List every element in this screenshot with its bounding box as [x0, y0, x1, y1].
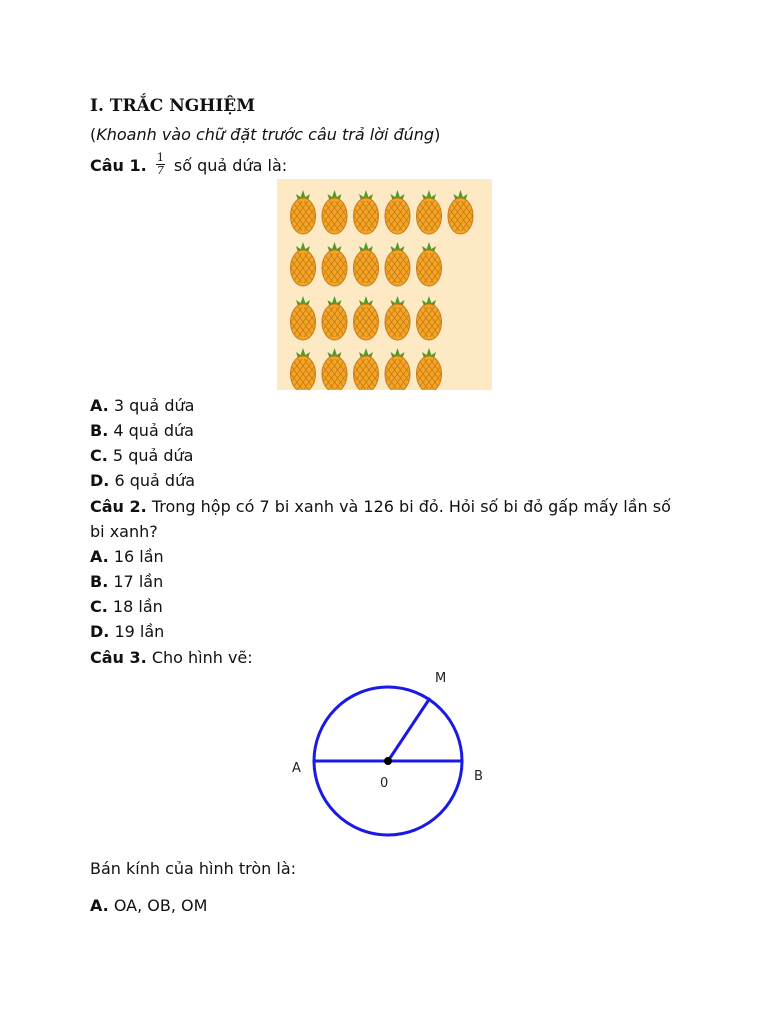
- section-title: I. TRẮC NGHIỆM: [90, 96, 256, 116]
- question-1-label: Câu 1.: [90, 156, 147, 175]
- q1-option-a[interactable]: [90, 396, 194, 416]
- q1-option-b[interactable]: [90, 421, 194, 441]
- option-letter: D.: [90, 471, 110, 490]
- instruction-open: (: [90, 125, 97, 144]
- option-text: 17 lần: [113, 572, 164, 591]
- option-text: OA, OB, OM: [113, 896, 208, 915]
- question-2-continued: bi xanh?: [90, 522, 158, 541]
- option-text: 5 quả dứa: [112, 446, 194, 465]
- radius-om: [388, 698, 430, 761]
- q2-option-a[interactable]: [90, 547, 164, 567]
- option-letter: C.: [90, 597, 108, 616]
- option-text: 4 quả dứa: [113, 421, 194, 440]
- option-letter: D.: [90, 622, 110, 641]
- option-text: 19 lần: [114, 622, 165, 641]
- center-point: [384, 757, 392, 765]
- q2-option-c[interactable]: [90, 597, 163, 617]
- option-letter: A.: [90, 547, 109, 566]
- q2-option-b[interactable]: [90, 572, 163, 592]
- instruction: [90, 125, 440, 145]
- option-letter: B.: [90, 572, 109, 591]
- instruction-close: ): [434, 125, 441, 144]
- q1-option-d[interactable]: [90, 471, 195, 491]
- q2-option-d[interactable]: [90, 622, 164, 642]
- question-1-text: số quả dứa là:: [173, 156, 288, 175]
- pineapple-image: [277, 179, 492, 390]
- question-2-text: Trong hộp có 7 bi xanh và 126 bi đỏ. Hỏi số bi đỏ gấp mấy lần số: [151, 497, 671, 516]
- instruction-text: Khoanh vào chữ đặt trước câu trả lời đúng: [96, 125, 435, 144]
- option-text: 16 lần: [113, 547, 164, 566]
- label-m: M: [435, 671, 447, 686]
- question-3: [90, 648, 253, 668]
- fraction-denominator: 7: [156, 164, 164, 177]
- fraction: [156, 152, 165, 177]
- fraction-numerator: 1: [156, 151, 164, 164]
- option-text: 3 quả dứa: [113, 396, 195, 415]
- q3-option-a[interactable]: [90, 896, 207, 916]
- pineapple-grid: [277, 179, 492, 390]
- option-text: 6 quả dứa: [114, 471, 196, 490]
- question-2-label: Câu 2.: [90, 497, 147, 516]
- option-text: 18 lần: [112, 597, 163, 616]
- option-letter: C.: [90, 446, 108, 465]
- label-o: 0: [380, 776, 389, 791]
- option-letter: B.: [90, 421, 109, 440]
- question-3-prompt: Bán kính của hình tròn là:: [90, 859, 297, 878]
- q1-option-c[interactable]: [90, 446, 193, 466]
- question-3-label: Câu 3.: [90, 648, 147, 667]
- label-b: B: [474, 769, 483, 784]
- question-1: [90, 151, 288, 179]
- circle-figure: [280, 660, 500, 845]
- question-2: [90, 497, 671, 517]
- label-a: A: [292, 761, 301, 776]
- option-letter: A.: [90, 396, 109, 415]
- question-3-text: Cho hình vẽ:: [151, 648, 253, 667]
- option-letter: A.: [90, 896, 109, 915]
